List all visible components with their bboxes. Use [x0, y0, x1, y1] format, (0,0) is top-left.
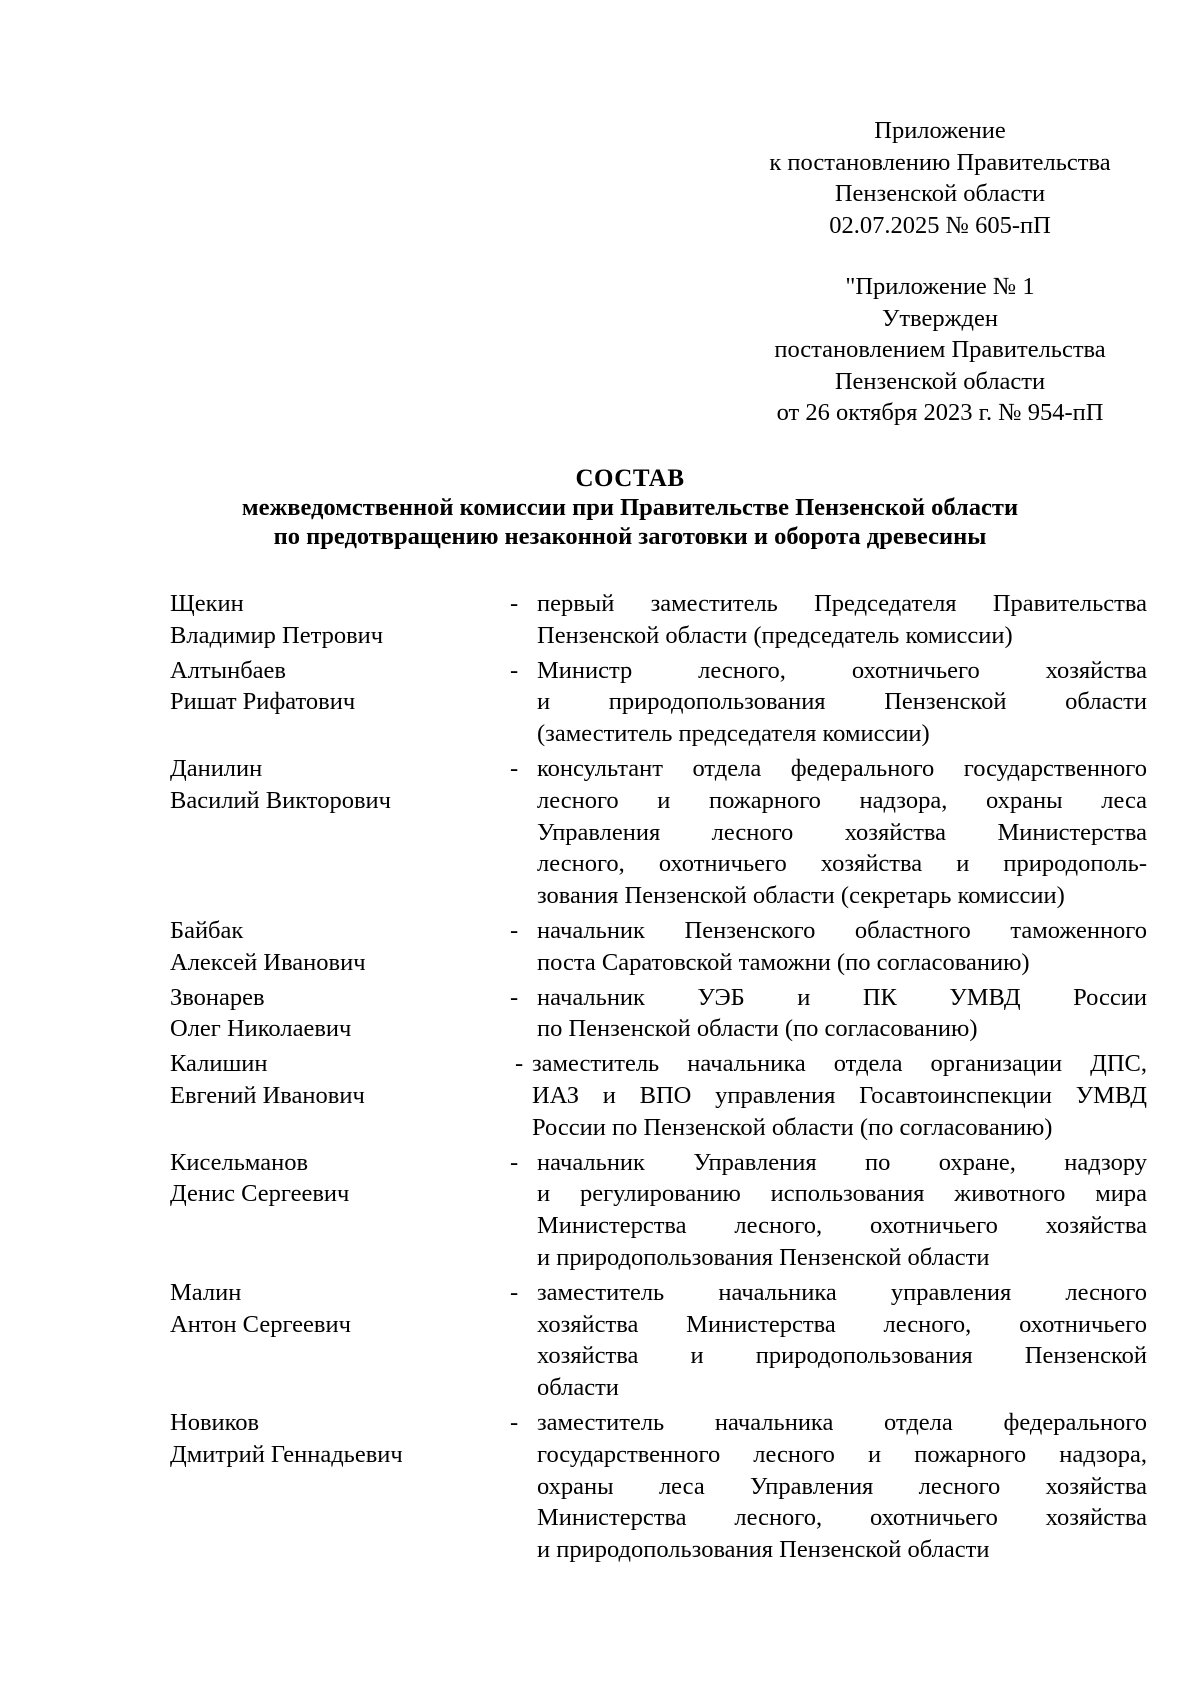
member-given-name: Василий Викторович — [170, 786, 391, 814]
member-position-line: области — [537, 1374, 619, 1402]
member-given-name: Евгений Иванович — [170, 1081, 365, 1109]
member-position — [532, 1048, 1147, 1143]
appendix-line: к постановлению Правительства — [769, 148, 1111, 176]
member-name — [170, 588, 500, 652]
member-row — [170, 1147, 1150, 1274]
appendix-line: Пензенской области — [834, 180, 1046, 207]
member-position-line: лесного, охотничьего хозяйства и природополь- — [537, 850, 1147, 878]
member-position-line: хозяйства Министерства лесного, охотничьего — [537, 1310, 1147, 1338]
member-position-line: первый заместитель Председателя Правительства — [537, 590, 1147, 617]
member-given-name: Владимир Петрович — [170, 621, 384, 649]
member-position-line: заместитель начальника отдела федерального — [537, 1408, 1147, 1436]
member-given-name: Дмитрий Геннадьевич — [170, 1440, 403, 1468]
member-dash: - — [510, 1278, 519, 1306]
member-position-line: заместитель начальника отдела организации ДПС, — [532, 1050, 1147, 1078]
member-dash: - — [510, 1148, 519, 1176]
member-dash: - — [510, 916, 519, 944]
member-position-line: зования Пензенской области (секретарь комиссии) — [537, 882, 1065, 910]
member-position-line: и природопользования Пензенской области — [537, 1243, 990, 1271]
document-title — [120, 464, 1140, 551]
member-row — [170, 915, 1150, 979]
title-main: СОСТАВ — [575, 465, 685, 492]
member-given-name: Ришат Рифатович — [170, 688, 356, 716]
member-position — [537, 753, 1147, 912]
member-position-line: начальник Пензенского областного таможенного — [537, 916, 1147, 944]
member-position-line: ИАЗ и ВПО управления Госавтоинспекции УМВД — [532, 1081, 1147, 1109]
title-line: по предотвращению незаконной заготовки и оборота древесины — [273, 523, 987, 550]
member-dash: - — [515, 1050, 524, 1078]
member-position-line: России по Пензенской области (по согласованию) — [532, 1113, 1053, 1141]
member-given-name: Алексей Иванович — [170, 948, 366, 976]
member-surname: Кисельманов — [170, 1148, 309, 1176]
member-row — [170, 655, 1150, 750]
member-position-line: Министерства лесного, охотничьего хозяйства — [537, 1212, 1147, 1240]
appendix-line: Приложение — [874, 117, 1006, 144]
member-name — [170, 982, 500, 1046]
member-position — [537, 655, 1147, 750]
member-position-line: начальник Управления по охране, надзору — [537, 1148, 1147, 1176]
member-name — [170, 1277, 500, 1341]
member-position-line: начальник УЭБ и ПК УМВД России — [537, 983, 1147, 1011]
member-position-line: Пензенской области (председатель комиссии) — [537, 621, 1013, 649]
member-surname: Байбак — [170, 916, 244, 944]
member-name — [170, 753, 500, 817]
member-position-line: государственного лесного и пожарного надзора, — [537, 1440, 1147, 1468]
member-position-line: и регулированию использования животного мира — [537, 1180, 1147, 1208]
member-given-name: Антон Сергеевич — [170, 1310, 351, 1338]
member-dash: - — [510, 656, 519, 684]
members-list — [170, 588, 1150, 1569]
member-dash: - — [510, 590, 519, 617]
member-name — [170, 1048, 500, 1112]
member-position-line: Министерства лесного, охотничьего хозяйства — [537, 1504, 1147, 1532]
member-position-line: поста Саратовской таможни (по согласованию) — [537, 948, 1030, 976]
member-given-name: Денис Сергеевич — [170, 1180, 350, 1208]
member-surname: Данилин — [170, 754, 263, 782]
member-position — [537, 1147, 1147, 1274]
member-position-line: Управления лесного хозяйства Министерства — [537, 818, 1147, 846]
member-position-line: охраны леса Управления лесного хозяйства — [537, 1472, 1147, 1500]
member-position-line: хозяйства и природопользования Пензенской — [537, 1342, 1147, 1370]
member-position-line: консультант отдела федерального государственного — [537, 754, 1147, 782]
member-row — [170, 1277, 1150, 1404]
member-dash: - — [510, 983, 519, 1011]
member-position — [537, 1407, 1147, 1566]
approved-line: Утвержден — [882, 304, 998, 332]
member-row — [170, 588, 1150, 652]
member-position — [537, 588, 1147, 652]
member-surname: Калишин — [170, 1050, 268, 1078]
member-surname: Щекин — [170, 590, 244, 617]
appendix-line: 02.07.2025 № 605-пП — [829, 211, 1051, 239]
approved-line: Пензенской области — [834, 367, 1046, 395]
member-position-line: заместитель начальника управления лесного — [537, 1278, 1147, 1306]
member-surname: Звонарев — [170, 983, 265, 1011]
member-name — [170, 655, 500, 719]
member-position-line: (заместитель председателя комиссии) — [537, 720, 930, 748]
approved-header — [700, 271, 1180, 429]
member-position-line: и природопользования Пензенской области — [537, 1536, 990, 1564]
member-position-line: по Пензенской области (по согласованию) — [537, 1015, 978, 1043]
member-position — [537, 982, 1147, 1046]
member-row — [170, 1048, 1150, 1143]
member-surname: Малин — [170, 1278, 242, 1306]
appendix-header — [700, 115, 1180, 241]
member-row — [170, 1407, 1150, 1566]
member-row — [170, 753, 1150, 912]
member-dash: - — [510, 754, 519, 782]
member-surname: Новиков — [170, 1408, 260, 1436]
member-given-name: Олег Николаевич — [170, 1015, 352, 1043]
approved-line: постановлением Правительства — [774, 336, 1106, 363]
approved-line: "Приложение № 1 — [845, 273, 1035, 300]
member-surname: Алтынбаев — [170, 656, 286, 684]
member-position — [537, 915, 1147, 979]
member-dash: - — [510, 1408, 519, 1436]
member-position — [537, 1277, 1147, 1404]
member-name — [170, 1407, 500, 1471]
approved-line: от 26 октября 2023 г. № 954-пП — [776, 399, 1104, 426]
member-name — [170, 915, 500, 979]
member-name — [170, 1147, 500, 1211]
member-position-line: лесного и пожарного надзора, охраны леса — [537, 786, 1147, 814]
member-row — [170, 982, 1150, 1046]
member-position-line: Министр лесного, охотничьего хозяйства — [537, 656, 1147, 684]
title-line: межведомственной комиссии при Правительстве Пензенской области — [241, 494, 1019, 521]
member-position-line: и природопользования Пензенской области — [537, 688, 1147, 716]
